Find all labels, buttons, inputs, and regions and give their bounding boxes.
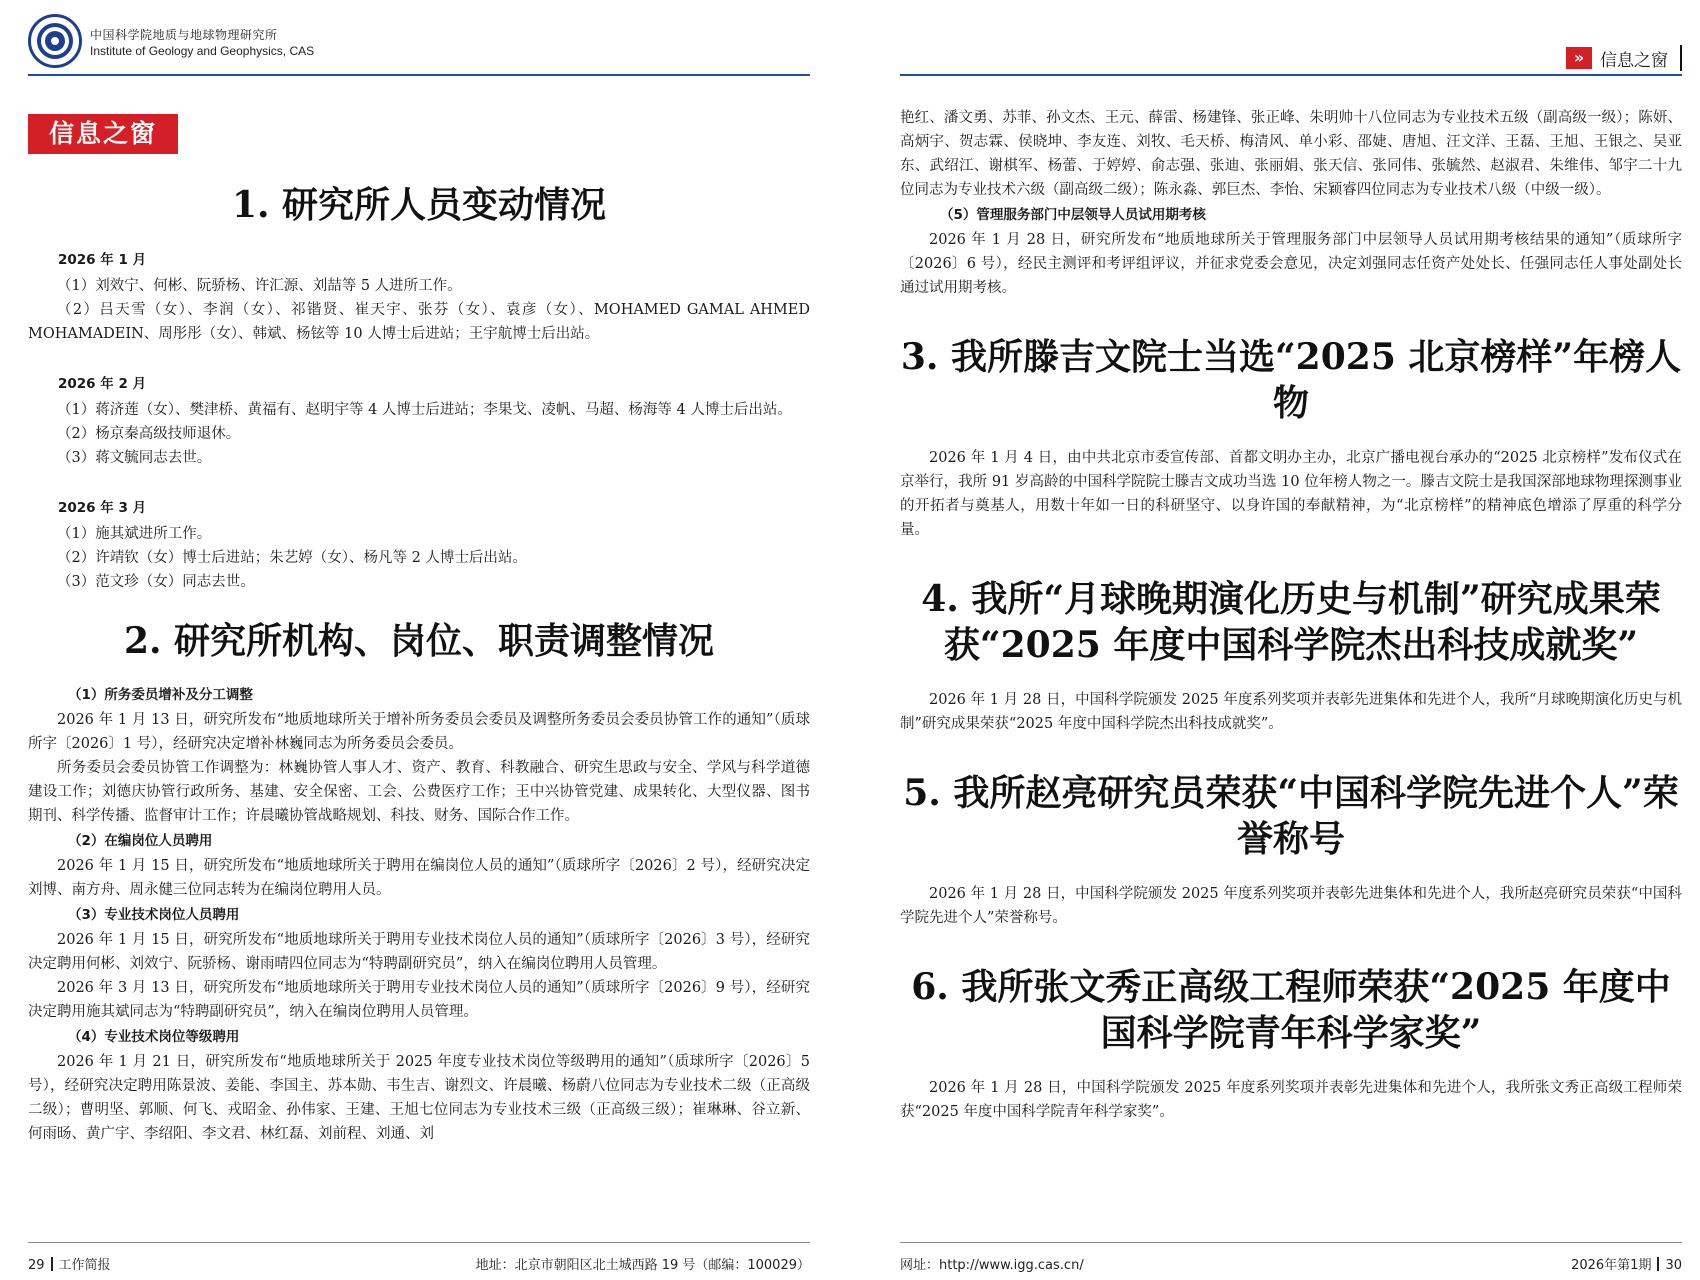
paragraph: 2026 年 1 月 13 日，研究所发布“地质地球所关于增补所务委员会委员及调整所务委员会委员协管工作的通知”（质球所字〔2026〕1 号），经研究决定增补林巍同志为所务委员会委员。 — [28, 712, 810, 752]
sub-heading: （5）管理服务部门中层领导人员试用期考核 — [940, 207, 1206, 223]
section-title-6: 6. 我所张文秀正高级工程师荣获“2025 年度中国科学院青年科学家奖” — [911, 966, 1671, 1054]
footer-left — [28, 1254, 111, 1273]
section-title-1: 1. 研究所人员变动情况 — [231, 184, 607, 226]
page-number: 29 — [28, 1258, 45, 1273]
footer-divider — [900, 1242, 1682, 1243]
paragraph: 2026 年 1 月 28 日，研究所发布“地质地球所关于管理服务部门中层领导人员试用期考核结果的通知”（质球所字〔2026〕6 号），经民主测评和考评组评议，并征求党委会意见，决定刘强同志任资产处处长、任强同志任人事处副处长通过试用期考核。 — [900, 232, 1682, 296]
paragraph: （1）蒋济莲（女）、樊津桥、黄福有、赵明宇等 4 人博士后进站；李果戈、凌帆、马超、杨海等 4 人博士后出站。 — [57, 402, 792, 418]
paragraph: 所务委员会委员协管工作调整为：林巍协管人事人才、资产、教育、科教融合、研究生思政与安全、学风与科学道德建设工作；刘德庆协管行政所务、基建、安全保密、工会、公费医疗工作；王中兴协管党建、成果转化、大型仪器、图书期刊、科学传播、监督审计工作；许晨曦协管战略规划、科技、财务、国际合作工作。 — [28, 760, 810, 824]
sub-heading: （4）专业技术岗位等级聘用 — [68, 1029, 240, 1045]
paragraph: 2026 年 1 月 21 日，研究所发布“地质地球所关于 2025 年度专业技术岗位等级聘用的通知”（质球所字〔2026〕5 号），经研究决定聘用陈景波、姜能、李国主、苏本勋、韦生吉、谢烈文、许晨曦、杨蔚八位同志为专业技术二级（正高级二级）；曹明坚、郭顺、何飞、戎昭金、孙伟家、王建、王旭七位同志为专业技术三级（正高级三级）；崔琳琳、谷立新、何雨旸、黄广宇、李绍阳、李文君、林红磊、刘前程、刘通、刘 — [28, 1054, 810, 1142]
left-column — [28, 170, 810, 1146]
paragraph: （1）刘效宁、何彬、阮骄杨、许汇源、刘喆等 5 人进所工作。 — [57, 278, 462, 294]
section-badge-label: 信息之窗 — [1600, 50, 1668, 71]
page-number: 30 — [1665, 1258, 1682, 1273]
section-badge: 信息之窗 — [28, 114, 178, 154]
paragraph: 2026 年 1 月 4 日，由中共北京市委宣传部、首都文明办主办，北京广播电视台承办的“2025 北京榜样”发布仪式在京举行，我所 91 岁高龄的中国科学院院士滕吉文成功当选 10 位年榜人物之一。滕吉文院士是我国深部地球物理探测事业的开拓者与奠基人，用数十年如一日的科研坚守、以身许国的奉献精神，为“北京榜样”的精神底色增添了厚重的科学分量。 — [900, 450, 1682, 538]
footer-website[interactable]: 网址：http://www.igg.cas.cn/ — [900, 1258, 1084, 1273]
paragraph: 2026 年 3 月 13 日，研究所发布“地质地球所关于聘用专业技术岗位人员的通知”（质球所字〔2026〕9 号），经研究决定聘用施其斌同志为“特聘副研究员”，纳入在编岗位聘用人员管理。 — [28, 980, 810, 1020]
sub-heading: （2）在编岗位人员聘用 — [68, 833, 213, 849]
footer-right — [1571, 1254, 1682, 1273]
institute-logo-icon — [28, 14, 82, 68]
paragraph: （3）范文珍（女）同志去世。 — [57, 574, 255, 590]
section-title-5: 5. 我所赵亮研究员荣获“中国科学院先进个人”荣誉称号 — [903, 772, 1679, 860]
paragraph: 2026 年 1 月 15 日，研究所发布“地质地球所关于聘用在编岗位人员的通知”（质球所字〔2026〕2 号），经研究决定刘博、南方舟、周永健三位同志转为在编岗位聘用人员。 — [28, 858, 810, 898]
paragraph: 2026 年 1 月 15 日，研究所发布“地质地球所关于聘用专业技术岗位人员的通知”（质球所字〔2026〕3 号），经研究决定聘用何彬、刘效宁、阮骄杨、谢雨晴四位同志为“特聘副研究员”，纳入在编岗位聘用人员管理。 — [28, 932, 810, 972]
month-label-feb: 2026 年 2 月 — [58, 376, 147, 392]
month-label-mar: 2026 年 3 月 — [58, 500, 147, 516]
issue-label: 2026年第1期 — [1571, 1258, 1652, 1273]
section-title-2: 2. 研究所机构、岗位、职责调整情况 — [123, 620, 715, 662]
footer-address: 地址：北京市朝阳区北土城西路 19 号（邮编：100029） — [475, 1258, 810, 1273]
section-title-3: 3. 我所滕吉文院士当选“2025 北京榜样”年榜人物 — [900, 336, 1682, 424]
sub-heading: （1）所务委员增补及分工调整 — [68, 687, 253, 703]
right-page — [850, 0, 1700, 1280]
paragraph: 2026 年 1 月 28 日，中国科学院颁发 2025 年度系列奖项并表彰先进集体和先进个人，我所“月球晚期演化历史与机制”研究成果荣获“2025 年度中国科学院杰出科技成就奖”。 — [900, 692, 1682, 732]
header-divider — [900, 74, 1682, 76]
paragraph: （2）杨京秦高级技师退休。 — [57, 426, 241, 442]
right-column — [900, 106, 1682, 1124]
institute-name-cn: 中国科学院地质与地球物理研究所 — [90, 28, 278, 42]
paragraph: 2026 年 1 月 28 日，中国科学院颁发 2025 年度系列奖项并表彰先进集体和先进个人，我所张文秀正高级工程师荣获“2025 年度中国科学院青年科学家奖”。 — [900, 1080, 1682, 1120]
paragraph: （2）许靖钦（女）博士后进站；朱艺婷（女）、杨凡等 2 人博士后出站。 — [57, 550, 527, 566]
paragraph: 2026 年 1 月 28 日，中国科学院颁发 2025 年度系列奖项并表彰先进集体和先进个人，我所赵亮研究员荣获“中国科学院先进个人”荣誉称号。 — [900, 886, 1682, 926]
double-chevron-right-icon: » — [1566, 47, 1592, 69]
paragraph: （1）施其斌进所工作。 — [57, 526, 212, 542]
paragraph: 艳红、潘文勇、苏菲、孙文杰、王元、薛雷、杨建锋、张正峰、朱明帅十八位同志为专业技术五级（副高级一级）；陈妍、高炳宇、贺志霖、侯晓坤、李友连、刘牧、毛天桥、梅清风、单小彩、邵婕、唐旭、汪文洋、王磊、王旭、王银之、吴亚东、武绍江、谢棋军、杨蕾、于婷婷、俞志强、张迪、张丽娟、张天信、张同伟、张毓然、赵淑君、朱维伟、邹宇二十九位同志为专业技术六级（副高级二级）；陈永淼、郭巨杰、李怡、宋颖睿四位同志为专业技术八级（中级一级）。 — [900, 110, 1682, 198]
sub-heading: （3）专业技术岗位人员聘用 — [68, 907, 240, 923]
paragraph: （2）吕天雪（女）、李润（女）、祁锴贤、崔天宇、张芬（女）、袁彦（女）、MOHAMED GAMAL AHMED MOHAMADEIN、周彤彤（女）、韩斌、杨铉等 10 人博士后进站；王宇航博士后出站。 — [28, 302, 810, 342]
header-divider — [28, 74, 810, 76]
section-title-4: 4. 我所“月球晚期演化历史与机制”研究成果荣获“2025 年度中国科学院杰出科技成就奖” — [921, 578, 1661, 666]
publication-name: 工作简报 — [58, 1258, 111, 1273]
paragraph: （3）蒋文毓同志去世。 — [57, 450, 212, 466]
month-label-jan: 2026 年 1 月 — [58, 252, 147, 268]
institute-name-en: Institute of Geology and Geophysics, CAS — [90, 44, 315, 58]
section-badge-right — [1566, 44, 1682, 72]
footer-divider — [28, 1242, 810, 1243]
